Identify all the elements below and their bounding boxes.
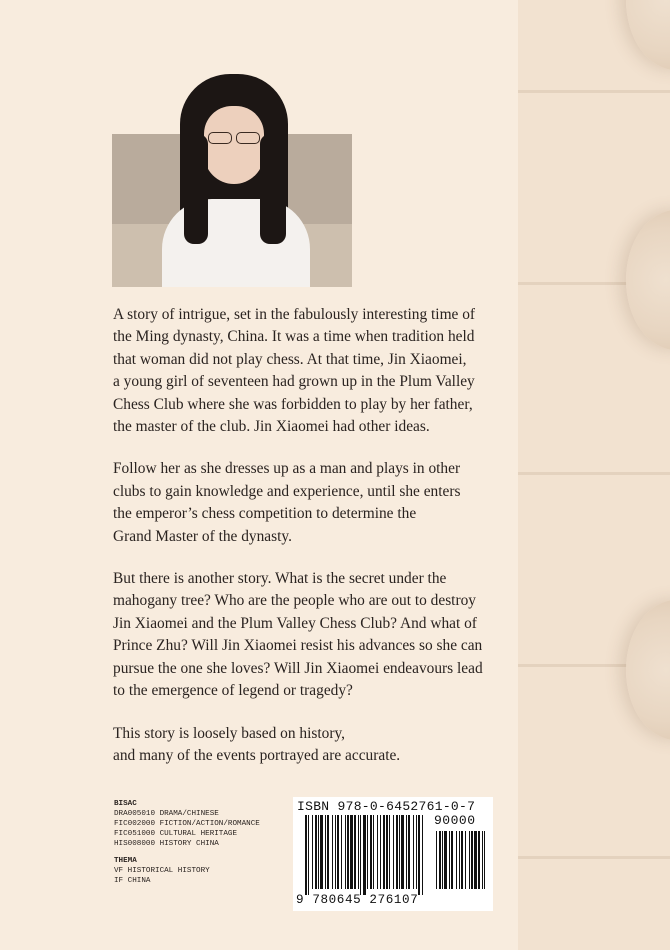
decorative-knob	[626, 210, 670, 350]
barcode-bar	[360, 815, 361, 895]
barcode-bar	[408, 815, 410, 889]
blurb-paragraph	[113, 304, 513, 438]
barcode-bar	[377, 815, 378, 889]
plank-divider	[518, 856, 670, 859]
addon-bar	[444, 831, 447, 889]
plank-divider	[518, 90, 670, 93]
barcode-bar	[312, 815, 313, 889]
isbn-barcode	[293, 797, 493, 911]
plank-divider	[518, 472, 670, 475]
blurb-text	[113, 304, 513, 787]
addon-bar	[456, 831, 457, 889]
addon-bar	[474, 831, 477, 889]
thema-code: VF HISTORICAL HISTORY	[114, 867, 210, 875]
barcode-bar	[401, 815, 404, 889]
blurb-line: to the emergence of legend or tragedy?	[113, 682, 353, 700]
blurb-line: the master of the club. Jin Xiaomei had other ideas.	[113, 418, 430, 436]
barcode-bar	[308, 815, 309, 895]
decorative-knob	[626, 0, 670, 70]
blurb-line: But there is another story. What is the secret under the	[113, 570, 447, 588]
thema-heading: THEMA	[114, 857, 137, 865]
addon-bar	[465, 831, 466, 889]
barcode-bar	[393, 815, 394, 889]
barcode-bar	[416, 815, 417, 889]
barcode-bar	[389, 815, 390, 889]
barcode-bar	[341, 815, 342, 889]
barcode-bar	[422, 815, 423, 895]
blurb-line: Follow her as she dresses up as a man and plays in other	[113, 460, 461, 478]
author-photo	[112, 74, 352, 287]
barcode-bar	[305, 815, 307, 895]
barcode-bar	[350, 815, 353, 889]
blurb-paragraph	[113, 723, 513, 768]
barcode-bar	[325, 815, 326, 889]
blurb-paragraph	[113, 568, 513, 702]
barcode-bar	[318, 815, 319, 889]
blurb-line: Jin Xiaomei and the Plum Valley Chess Club? And what of	[113, 614, 477, 632]
blurb-line: Grand Master of the dynasty.	[113, 527, 292, 545]
bisac-code: HIS008000 HISTORY CHINA	[114, 840, 219, 848]
addon-bar	[469, 831, 470, 889]
addon-bar	[478, 831, 480, 889]
addon-bar	[461, 831, 463, 889]
barcode-bar	[354, 815, 356, 889]
blurb-line: Prince Zhu? Will Jin Xiaomei resist his advances so she can	[113, 637, 483, 655]
barcode-bar	[406, 815, 407, 889]
bisac-code: FIC051000 CULTURAL HERITAGE	[114, 830, 238, 838]
blurb-line: the Ming dynasty, China. It was a time when tradition held	[113, 328, 475, 346]
price-code: 90000	[434, 813, 476, 828]
addon-bar	[451, 831, 453, 889]
bisac-heading: BISAC	[114, 800, 137, 808]
blurb-line: the emperor’s chess competition to determine the	[113, 505, 417, 523]
addon-bar	[439, 831, 441, 889]
addon-bar	[459, 831, 460, 889]
barcode-bar	[337, 815, 339, 889]
barcode-bar	[370, 815, 372, 889]
barcode-bar	[367, 815, 368, 889]
thema-code: IF CHINA	[114, 877, 151, 885]
barcode-bar	[396, 815, 398, 889]
blurb-line: This story is loosely based on history,	[113, 724, 345, 742]
blurb-line: that woman did not play chess. At that time, Jin Xiaomei,	[113, 350, 467, 368]
barcode-bar	[413, 815, 414, 889]
barcode-bar	[315, 815, 317, 889]
barcode-bar	[345, 815, 346, 889]
glasses	[204, 132, 264, 146]
barcode-bar	[335, 815, 336, 889]
blurb-paragraph	[113, 458, 513, 548]
blurb-line: clubs to gain knowledge and experience, until she enters	[113, 482, 461, 500]
decorative-knob	[626, 600, 670, 740]
barcode-bar	[380, 815, 381, 889]
barcode-bar	[373, 815, 374, 889]
blurb-line: A story of intrigue, set in the fabulously interesting time of	[113, 306, 476, 323]
subject-categories	[114, 799, 294, 886]
blurb-line: Chess Club where she was forbidden to play by her father,	[113, 395, 473, 413]
addon-bar	[482, 831, 483, 889]
barcode-bar	[383, 815, 385, 889]
barcode-bar	[386, 815, 388, 889]
addon-bar	[436, 831, 437, 889]
isbn-digits: 9 780645 276107	[296, 893, 419, 907]
barcode-bar	[363, 815, 366, 895]
barcode-bar	[332, 815, 333, 889]
barcode-bar	[418, 815, 420, 895]
blurb-line: mahogany tree? Who are the people who are out to destroy	[113, 592, 476, 610]
addon-bar	[471, 831, 473, 889]
bisac-code: FIC002000 FICTION/ACTION/ROMANCE	[114, 820, 260, 828]
addon-bar	[442, 831, 443, 889]
barcode-bar	[347, 815, 349, 889]
blurb-line: pursue the one she loves? Will Jin Xiaomei endeavours lead	[113, 659, 483, 677]
barcode-bar	[327, 815, 329, 889]
addon-bar	[484, 831, 485, 889]
isbn-label: ISBN 978-0-6452761-0-7	[297, 799, 476, 814]
blurb-line: a young girl of seventeen had grown up in the Plum Valley	[113, 373, 475, 391]
barcode-bar	[358, 815, 359, 889]
blurb-line: and many of the events portrayed are accurate.	[113, 746, 401, 764]
barcode-bar	[399, 815, 400, 889]
wood-panel-background	[518, 0, 670, 950]
barcode-bar	[320, 815, 323, 889]
addon-bar	[449, 831, 450, 889]
bisac-code: DRA005010 DRAMA/CHINESE	[114, 810, 219, 818]
